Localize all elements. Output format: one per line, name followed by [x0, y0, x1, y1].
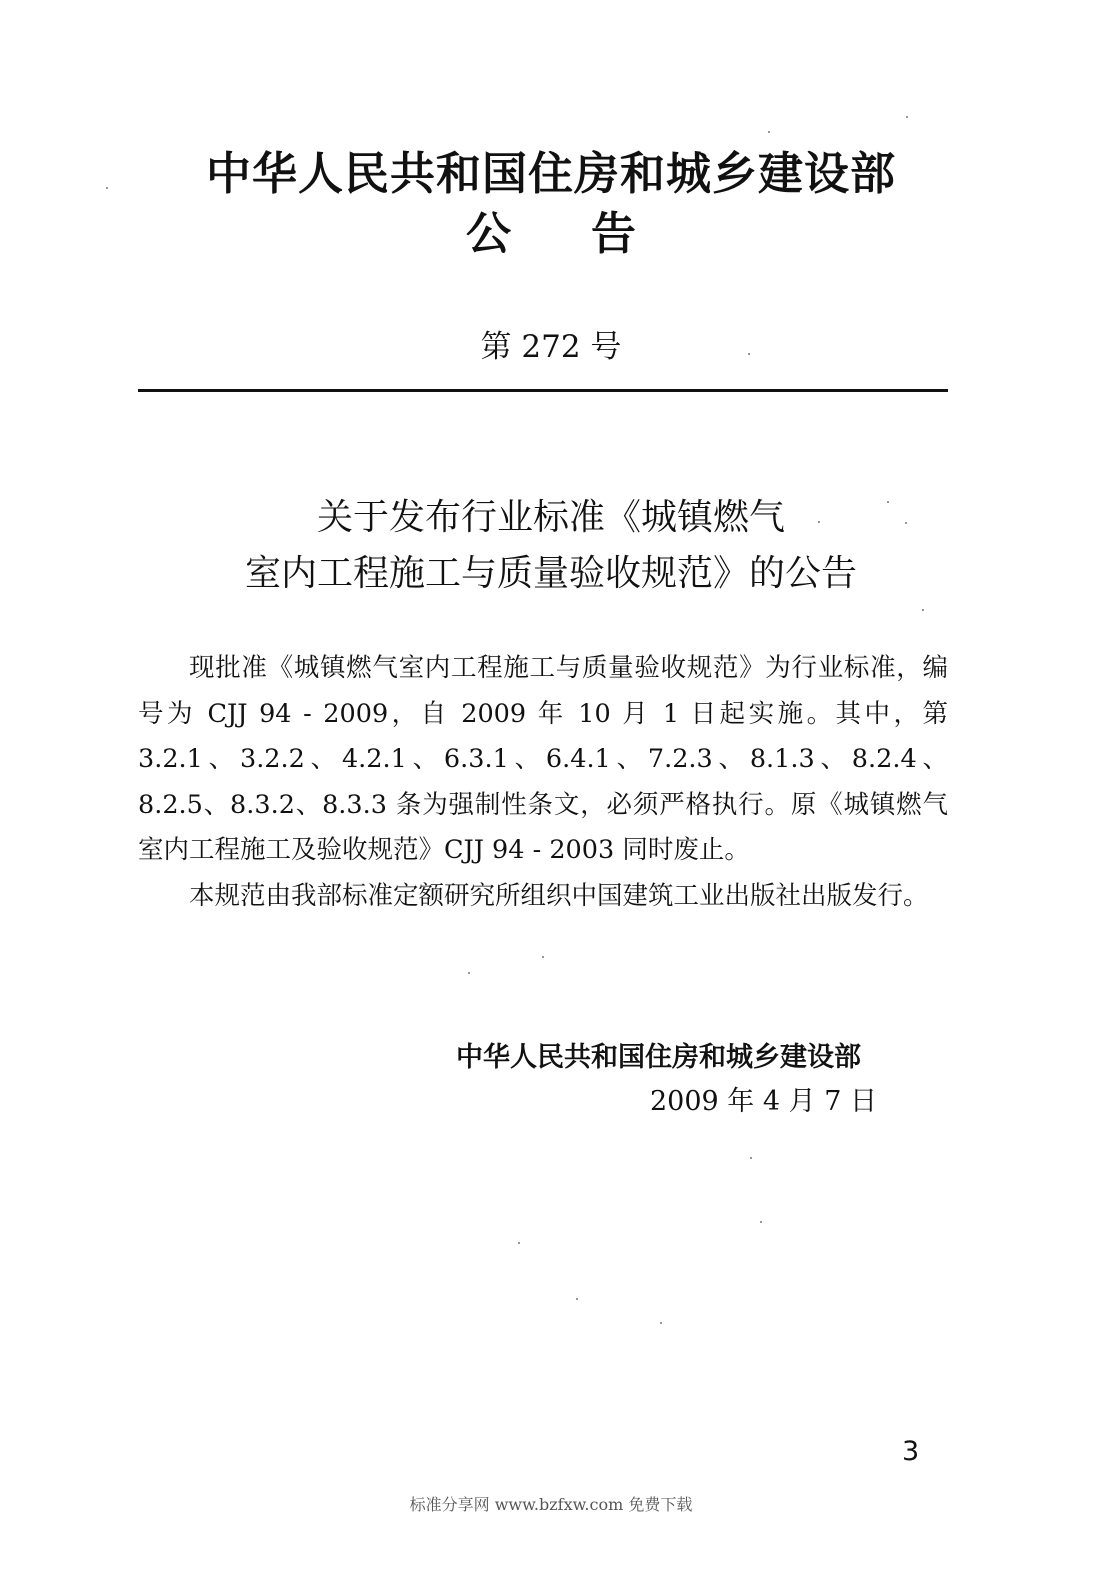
scan-speck — [750, 1157, 752, 1159]
scan-speck — [106, 187, 108, 189]
body-paragraph-2: 本规范由我部标准定额研究所组织中国建筑工业出版社出版发行。 — [189, 880, 929, 911]
notice-title: 公告 — [465, 207, 716, 260]
scan-speck — [748, 353, 750, 355]
subject-heading — [0, 490, 1102, 602]
subject-line-1: 关于发布行业标准《城镇燃气 — [316, 497, 785, 538]
scan-speck — [468, 972, 470, 974]
subject-line-2: 室内工程施工与质量验收规范》的公告 — [244, 553, 857, 594]
page-number: 3 — [902, 1436, 920, 1467]
ministry-title: 中华人民共和国住房和城乡建设部 — [205, 147, 896, 200]
scan-speck — [542, 956, 544, 958]
scan-speck — [518, 1242, 520, 1244]
scan-speck — [905, 522, 907, 524]
scan-speck — [768, 131, 770, 133]
scan-speck — [660, 1322, 662, 1324]
scan-speck — [887, 501, 889, 503]
scan-speck — [922, 609, 924, 611]
header-divider — [138, 389, 948, 392]
signature-issuer: 中华人民共和国住房和城乡建设部 — [456, 1042, 861, 1073]
signature-date: 2009 年 4 月 7 日 — [650, 1086, 877, 1117]
scan-speck — [906, 116, 908, 118]
scan-speck — [818, 521, 820, 523]
body-text — [138, 646, 948, 919]
issue-number: 第 272 号 — [480, 329, 622, 365]
body-paragraph-1: 现批准《城镇燃气室内工程施工与质量验收规范》为行业标准，编号为 CJJ 94 - 2009，自 2009 年 10 月 1 日起实施。其中，第 3.2.1、3.2.2、4.2.1、6.3.1、6.4.1、7.2.3、8.1.3、8.2.4、8.2.5、8.3.2、8.3.3 条为强制性条文，必须严格执行。原《城镇燃气室内工程施工及验收规范》CJJ 94 - 2003 同时废止。 — [138, 653, 948, 865]
watermark: 标准分享网 www.bzfxw.com 免费下载 — [409, 1495, 693, 1514]
scan-speck — [576, 1298, 578, 1300]
scan-speck — [760, 1221, 762, 1223]
